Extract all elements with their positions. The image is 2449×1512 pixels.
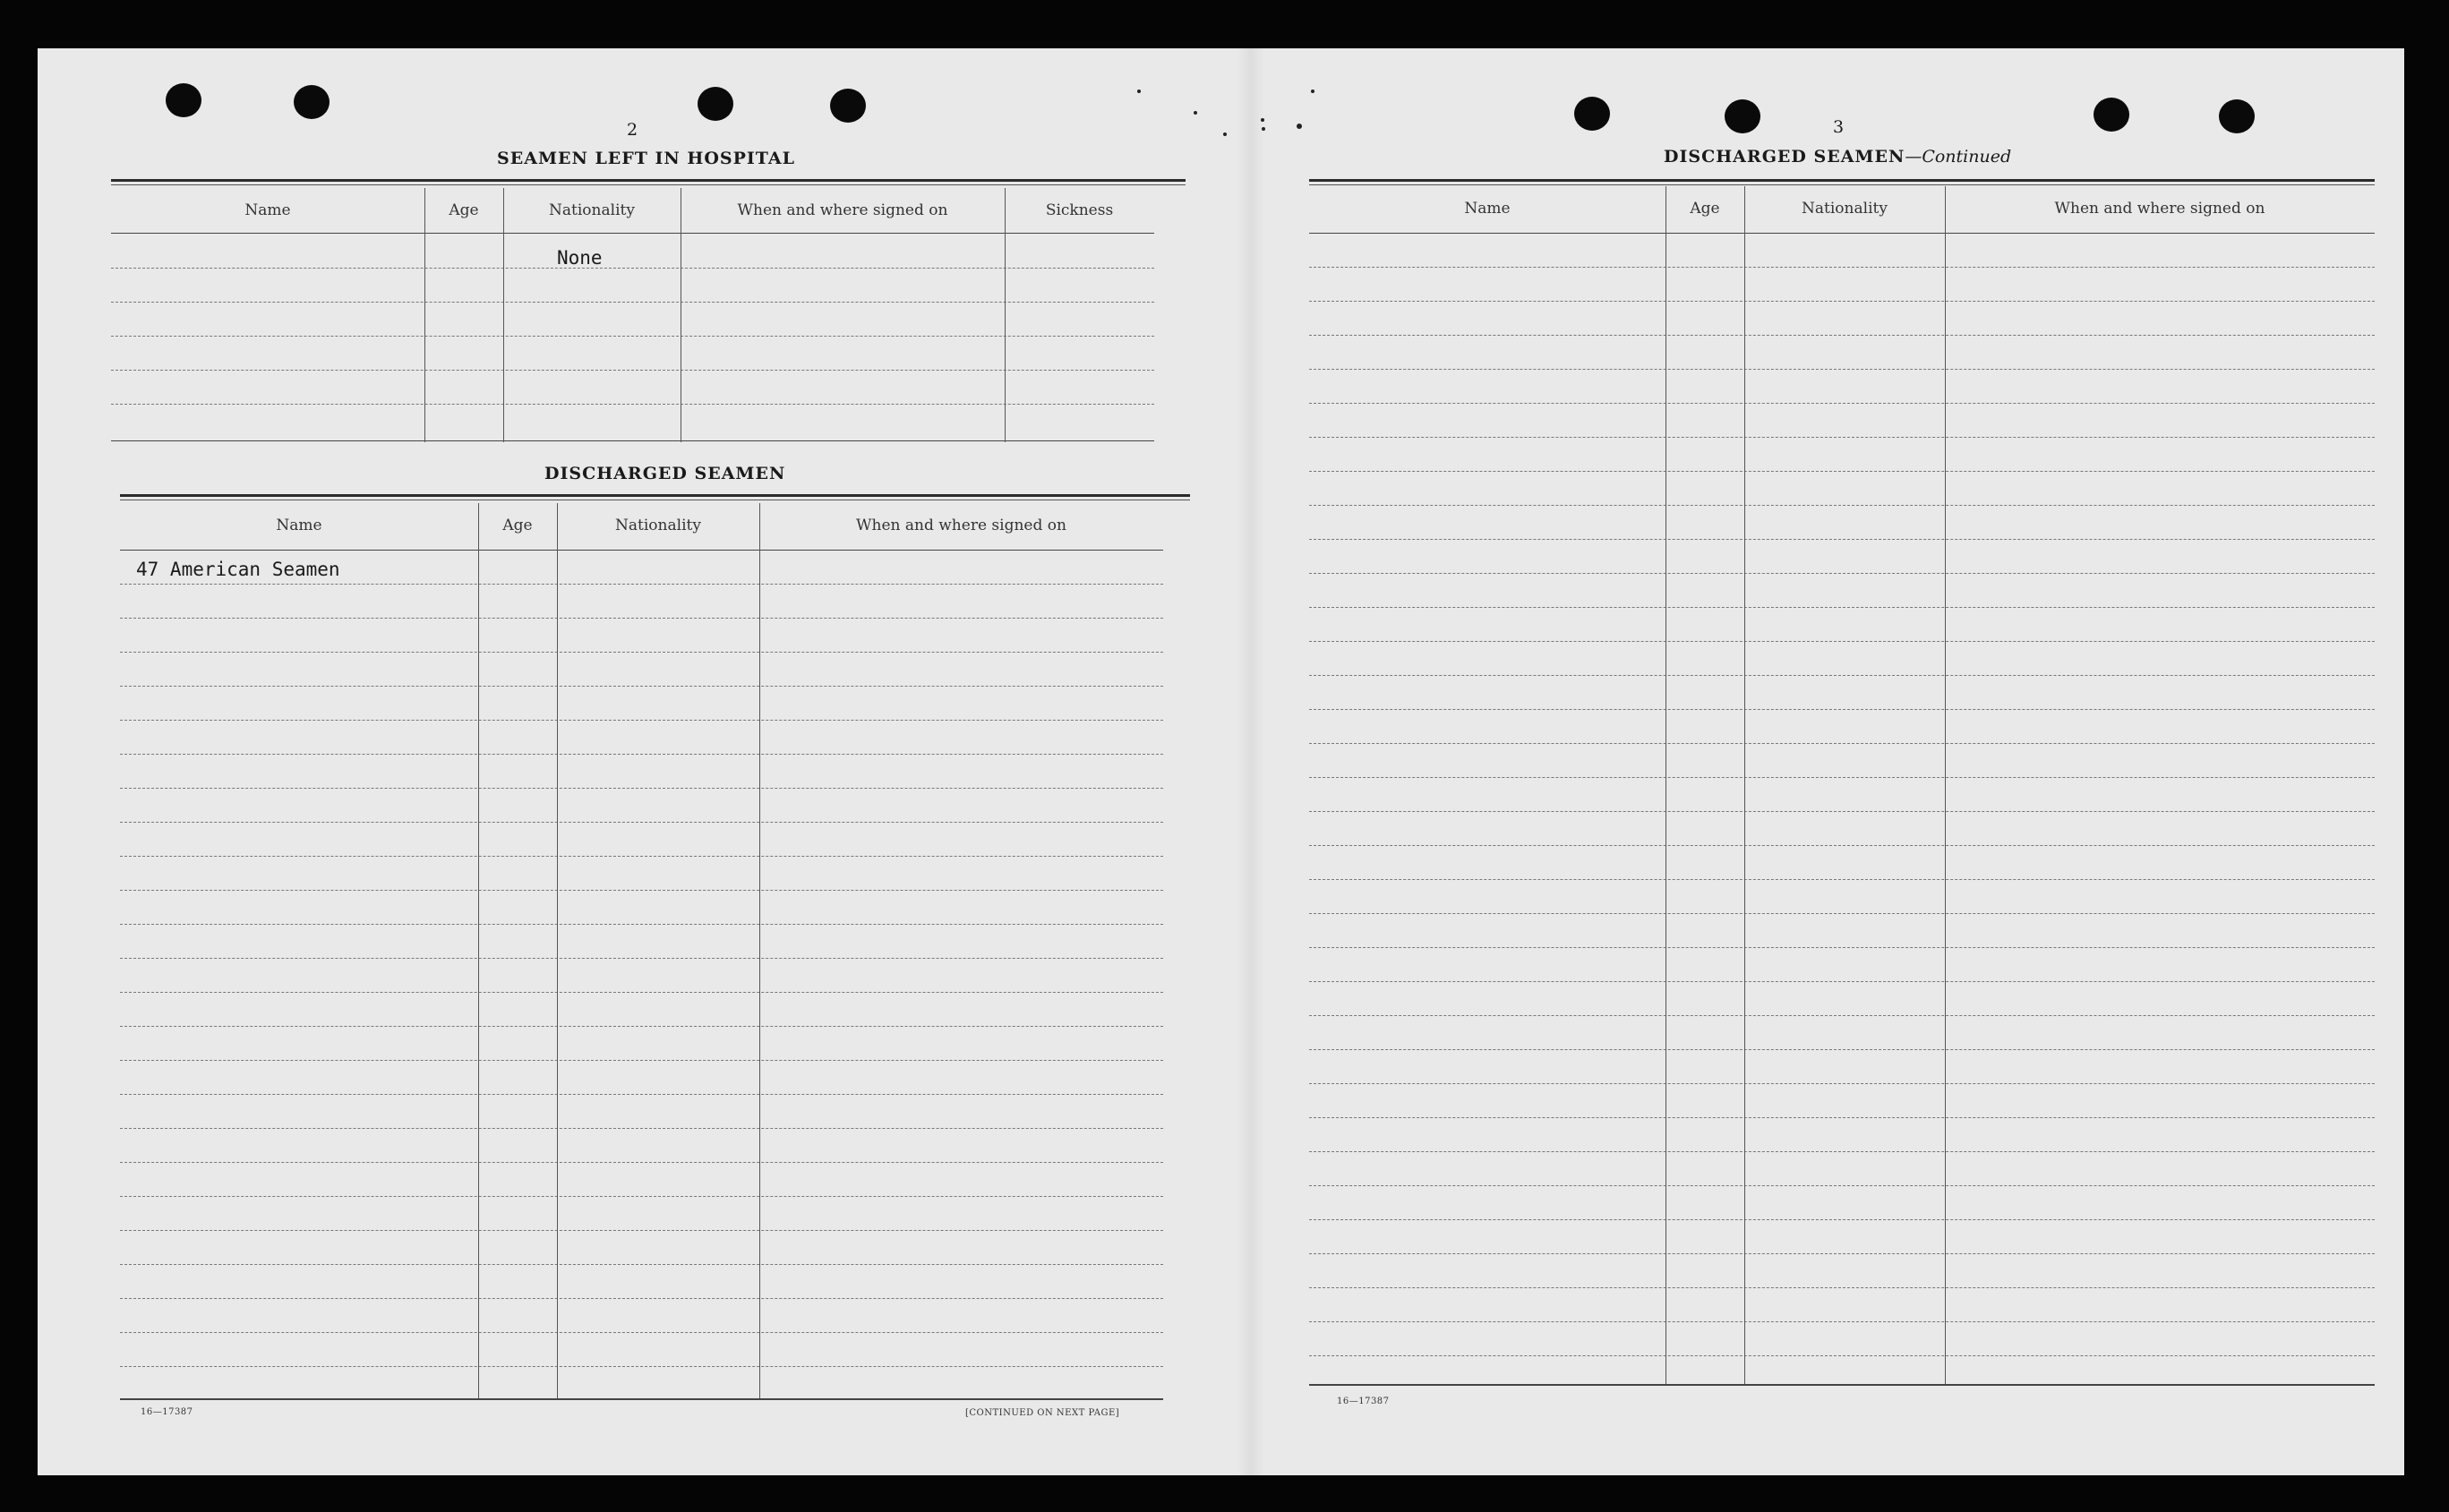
ruled-line <box>1309 675 2375 676</box>
specks <box>1261 118 1264 122</box>
ruled-line <box>120 686 1163 687</box>
ruled-line <box>1309 709 2375 710</box>
punch-hole <box>2094 98 2129 132</box>
right-section-title <box>1664 147 2011 167</box>
specks <box>1194 111 1197 115</box>
ruled-line <box>1309 539 2375 540</box>
ruled-line <box>111 370 1154 371</box>
column-divider <box>424 188 425 442</box>
column-header: Sickness <box>1045 201 1114 219</box>
document-sheet <box>38 48 2404 1475</box>
form-number: 16—17387 <box>141 1407 193 1417</box>
column-divider <box>1744 186 1745 1384</box>
hospital-section-title: SEAMEN LEFT IN HOSPITAL <box>497 149 795 168</box>
ruled-line <box>120 584 1163 585</box>
ruled-line <box>1309 471 2375 472</box>
ruled-line <box>111 268 1154 269</box>
ruled-line <box>1309 1253 2375 1254</box>
ruled-line <box>1309 1083 2375 1084</box>
continued-note: [CONTINUED ON NEXT PAGE] <box>965 1408 1120 1418</box>
column-header: When and where signed on <box>856 517 1066 534</box>
column-header: Nationality <box>549 201 635 219</box>
ruled-line <box>1309 743 2375 744</box>
column-header: Name <box>244 201 291 219</box>
hospital-table <box>111 188 1154 444</box>
ruled-line <box>120 788 1163 789</box>
column-header: Nationality <box>615 517 701 534</box>
ruled-line <box>111 404 1154 405</box>
ruled-line <box>1309 607 2375 608</box>
section-rule <box>111 184 1186 185</box>
column-header: When and where signed on <box>2054 200 2265 218</box>
ruled-line <box>1309 403 2375 404</box>
ruled-line <box>1309 947 2375 948</box>
specks <box>1137 90 1141 93</box>
section-rule <box>120 494 1190 497</box>
punch-hole <box>294 85 330 119</box>
ruled-line <box>120 1264 1163 1265</box>
ruled-line <box>120 1332 1163 1333</box>
ruled-line <box>1309 913 2375 914</box>
ruled-line <box>1309 301 2375 302</box>
bottom-rule <box>120 1398 1163 1400</box>
column-header: Age <box>449 201 479 219</box>
column-divider <box>557 503 558 1398</box>
column-header: Nationality <box>1802 200 1888 218</box>
ruled-line <box>1309 369 2375 370</box>
column-divider <box>478 503 479 1398</box>
ruled-line <box>1309 1049 2375 1050</box>
column-header: When and where signed on <box>737 201 948 219</box>
punch-hole <box>830 89 866 123</box>
ruled-line <box>1309 811 2375 812</box>
section-rule <box>111 179 1186 182</box>
ruled-line <box>1309 777 2375 778</box>
specks <box>1223 132 1227 136</box>
specks <box>1311 90 1314 93</box>
ruled-line <box>120 1162 1163 1163</box>
column-header: Age <box>1690 200 1720 218</box>
column-header: Name <box>276 517 322 534</box>
ruled-line <box>120 754 1163 755</box>
ruled-line <box>1309 573 2375 574</box>
page-fold <box>1237 48 1264 1475</box>
ruled-line <box>1309 267 2375 268</box>
ruled-line <box>1309 1287 2375 1288</box>
ruled-line <box>120 652 1163 653</box>
ruled-line <box>1309 505 2375 506</box>
column-header: Age <box>502 517 533 534</box>
ruled-line <box>120 1128 1163 1129</box>
discharged-section-title: DISCHARGED SEAMEN <box>544 464 786 483</box>
page-number: 2 <box>627 120 638 140</box>
ruled-line <box>120 1230 1163 1231</box>
ruled-line <box>120 992 1163 993</box>
header-rule <box>1309 233 2375 234</box>
punch-hole <box>2219 99 2255 133</box>
bottom-rule <box>1309 1384 2375 1386</box>
ruled-line <box>120 958 1163 959</box>
punch-hole <box>1725 99 1760 133</box>
ruled-line <box>120 1298 1163 1299</box>
section-rule <box>1309 179 2375 182</box>
ruled-line <box>1309 641 2375 642</box>
ruled-line <box>1309 1355 2375 1356</box>
ruled-line <box>1309 1185 2375 1186</box>
ruled-line <box>1309 1321 2375 1322</box>
specks <box>1297 124 1302 129</box>
ruled-line <box>1309 845 2375 846</box>
ruled-line <box>120 1094 1163 1095</box>
section-rule <box>1309 184 2375 185</box>
column-divider <box>759 503 760 1398</box>
ruled-line <box>120 720 1163 721</box>
discharged-continued-table <box>1309 186 2375 1386</box>
ruled-line <box>111 302 1154 303</box>
punch-hole <box>698 87 733 121</box>
ruled-line <box>1309 335 2375 336</box>
hospital-nationality-entry: None <box>557 247 603 269</box>
section-title-continued: —Continued <box>1905 147 2012 167</box>
ruled-line <box>1309 1117 2375 1118</box>
column-header: Name <box>1464 200 1511 218</box>
discharged-name-entry: 47 American Seamen <box>136 559 340 580</box>
page-number: 3 <box>1833 117 1845 137</box>
ruled-line <box>120 1196 1163 1197</box>
ruled-line <box>1309 1015 2375 1016</box>
ruled-line <box>120 618 1163 619</box>
ruled-line <box>111 336 1154 337</box>
ruled-line <box>1309 879 2375 880</box>
form-number: 16—17387 <box>1337 1397 1390 1406</box>
column-divider <box>1005 188 1006 442</box>
specks <box>1262 127 1265 131</box>
ruled-line <box>120 1366 1163 1367</box>
punch-hole <box>166 83 201 117</box>
section-title-text: DISCHARGED SEAMEN <box>1664 147 1905 167</box>
ruled-line <box>120 924 1163 925</box>
header-rule <box>111 233 1154 234</box>
ruled-line <box>120 890 1163 891</box>
column-divider <box>1945 186 1946 1384</box>
discharged-table <box>120 503 1163 1400</box>
ruled-line <box>1309 981 2375 982</box>
punch-hole <box>1574 97 1610 131</box>
header-rule <box>120 550 1163 551</box>
ruled-line <box>120 1026 1163 1027</box>
column-divider <box>1665 186 1666 1384</box>
ruled-line <box>120 1060 1163 1061</box>
ruled-line <box>1309 1151 2375 1152</box>
ruled-line <box>1309 1219 2375 1220</box>
ruled-line <box>120 856 1163 857</box>
column-divider <box>503 188 504 442</box>
ruled-line <box>1309 437 2375 438</box>
ruled-line <box>120 822 1163 823</box>
bottom-rule <box>111 440 1154 441</box>
